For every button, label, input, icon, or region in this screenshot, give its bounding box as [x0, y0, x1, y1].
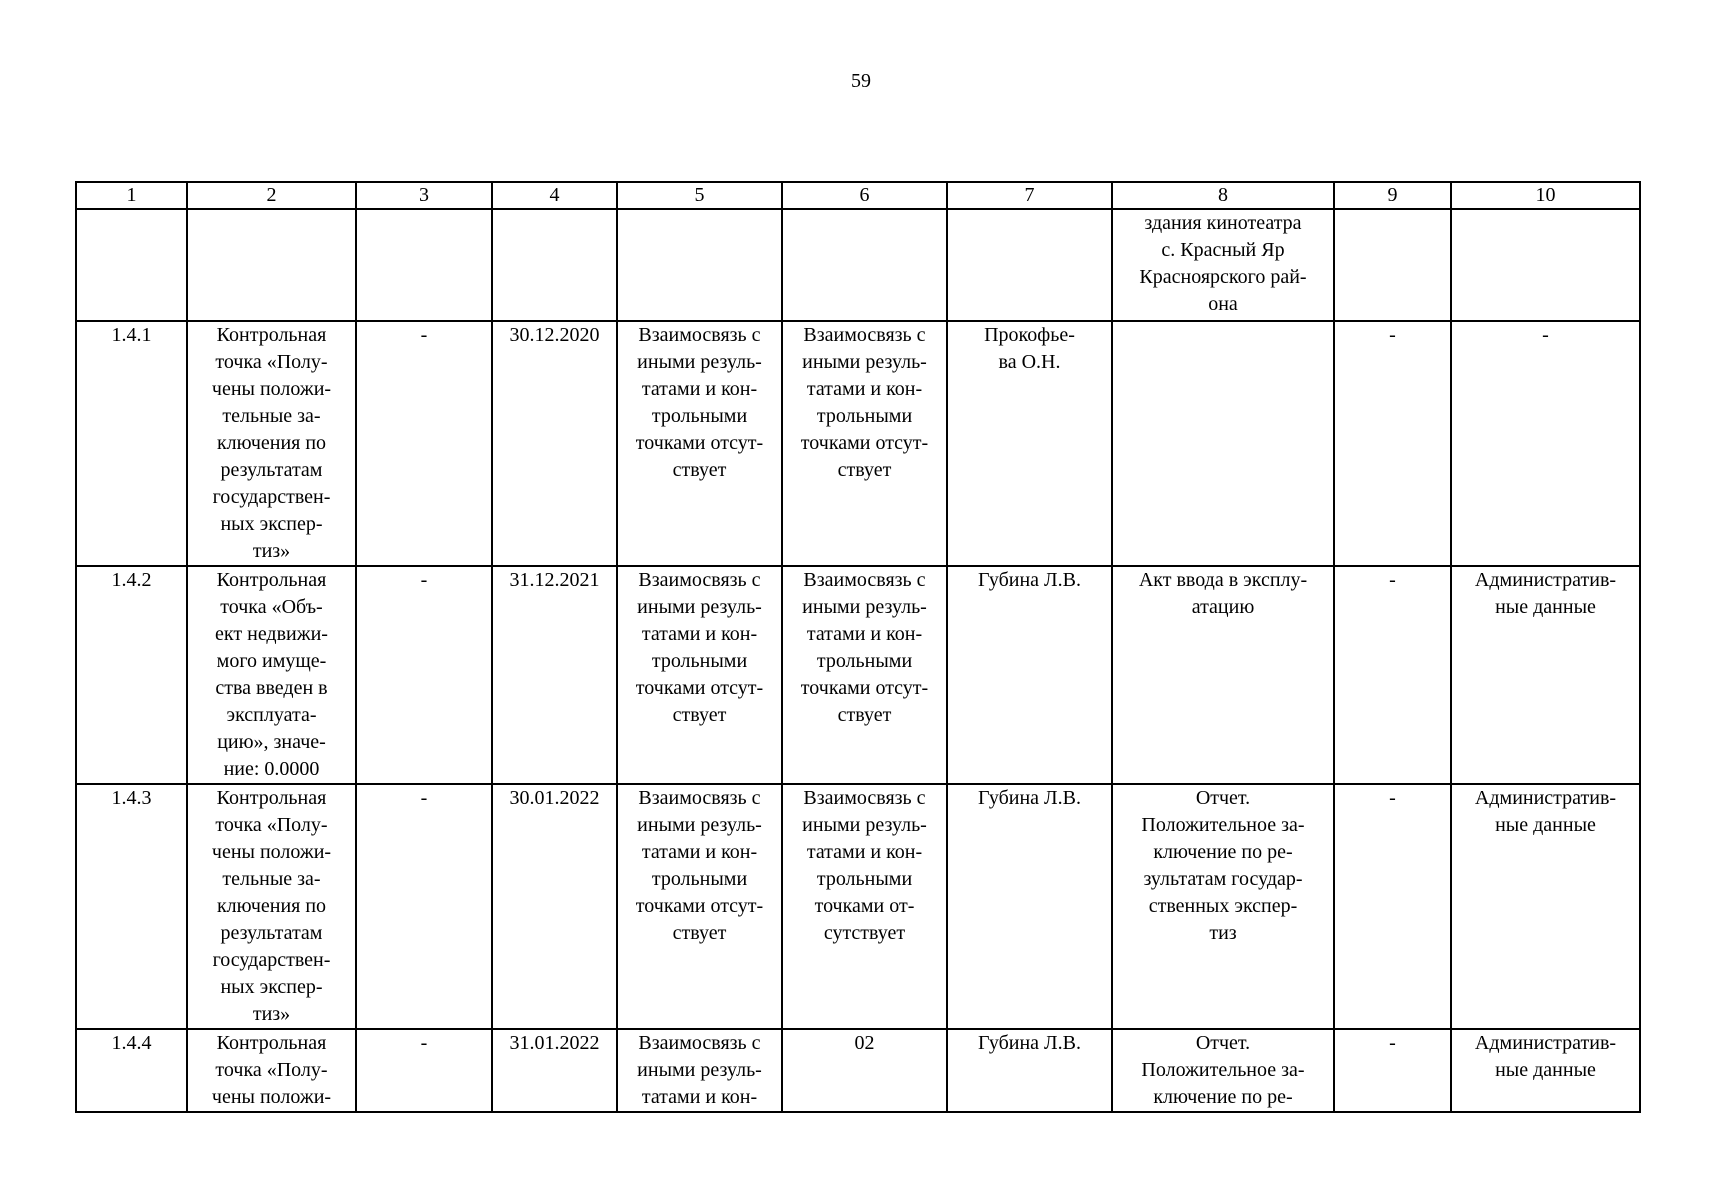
cell-col3: -	[356, 1029, 492, 1112]
column-number-9: 9	[1334, 182, 1451, 209]
cell-control-point-name: Контрольная точка «Полу- чены положи- тельные за- ключения по результатам государствен- ных экспер- тиз»	[187, 321, 356, 566]
table-row-continuation	[76, 209, 1640, 321]
cell-result-document: Отчет. Положительное за- ключение по ре- зультатам государ- ственных экспер- тиз	[1112, 784, 1334, 1029]
cell-empty	[492, 209, 617, 321]
cell-relation-prev: Взаимосвязь с иными резуль- татами и кон- трольными точками отсут- ствует	[617, 321, 782, 566]
cell-relation-prev: Взаимосвязь с иными резуль- татами и кон-	[617, 1029, 782, 1112]
control-points-table	[75, 181, 1641, 1113]
cell-col9: -	[1334, 784, 1451, 1029]
cell-result-document: Акт ввода в эксплу- атацию	[1112, 566, 1334, 784]
cell-empty	[782, 209, 947, 321]
column-number-4: 4	[492, 182, 617, 209]
table-row	[76, 566, 1640, 784]
column-number-3: 3	[356, 182, 492, 209]
cell-relation-next: Взаимосвязь с иными резуль- татами и кон- трольными точками отсут- ствует	[782, 321, 947, 566]
cell-number: 1.4.3	[76, 784, 187, 1029]
cell-result-document	[1112, 321, 1334, 566]
cell-date: 30.01.2022	[492, 784, 617, 1029]
cell-empty	[1451, 209, 1640, 321]
column-number-10: 10	[1451, 182, 1640, 209]
cell-date: 30.12.2020	[492, 321, 617, 566]
cell-date: 31.12.2021	[492, 566, 617, 784]
cell-col9: -	[1334, 566, 1451, 784]
column-number-7: 7	[947, 182, 1112, 209]
page-number: 59	[851, 70, 871, 92]
cell-empty	[356, 209, 492, 321]
table-row	[76, 1029, 1640, 1112]
cell-responsible: Прокофье- ва О.Н.	[947, 321, 1112, 566]
column-number-1: 1	[76, 182, 187, 209]
cell-relation-prev: Взаимосвязь с иными резуль- татами и кон- трольными точками отсут- ствует	[617, 784, 782, 1029]
cell-responsible: Губина Л.В.	[947, 566, 1112, 784]
cell-col9: -	[1334, 321, 1451, 566]
cell-control-point-name: Контрольная точка «Полу- чены положи-	[187, 1029, 356, 1112]
cell-col3: -	[356, 566, 492, 784]
cell-control-point-name: Контрольная точка «Полу- чены положи- тельные за- ключения по результатам государствен- ных экспер- тиз»	[187, 784, 356, 1029]
cell-responsible: Губина Л.В.	[947, 1029, 1112, 1112]
cell-col3: -	[356, 321, 492, 566]
column-number-8: 8	[1112, 182, 1334, 209]
cell-relation-next: Взаимосвязь с иными резуль- татами и кон- трольными точками от- сутствует	[782, 784, 947, 1029]
table-row	[76, 784, 1640, 1029]
table-header-row	[76, 182, 1640, 209]
cell-empty	[187, 209, 356, 321]
column-number-6: 6	[782, 182, 947, 209]
cell-info-system: Административ- ные данные	[1451, 566, 1640, 784]
cell-empty	[76, 209, 187, 321]
cell-number: 1.4.1	[76, 321, 187, 566]
cell-relation-next: 02	[782, 1029, 947, 1112]
cell-empty	[1334, 209, 1451, 321]
cell-number: 1.4.4	[76, 1029, 187, 1112]
cell-info-system: Административ- ные данные	[1451, 1029, 1640, 1112]
cell-relation-prev: Взаимосвязь с иными резуль- татами и кон- трольными точками отсут- ствует	[617, 566, 782, 784]
cell-result-document: здания кинотеатра с. Красный Яр Красноярского рай- она	[1112, 209, 1334, 321]
column-number-5: 5	[617, 182, 782, 209]
cell-col3: -	[356, 784, 492, 1029]
cell-empty	[617, 209, 782, 321]
cell-responsible: Губина Л.В.	[947, 784, 1112, 1029]
cell-number: 1.4.2	[76, 566, 187, 784]
cell-relation-next: Взаимосвязь с иными резуль- татами и кон- трольными точками отсут- ствует	[782, 566, 947, 784]
cell-empty	[947, 209, 1112, 321]
cell-info-system: -	[1451, 321, 1640, 566]
cell-date: 31.01.2022	[492, 1029, 617, 1112]
table-row	[76, 321, 1640, 566]
cell-info-system: Административ- ные данные	[1451, 784, 1640, 1029]
cell-control-point-name: Контрольная точка «Объ- ект недвижи- мого имуще- ства введен в эксплуата- цию», значе- ние: 0.0000	[187, 566, 356, 784]
column-number-2: 2	[187, 182, 356, 209]
cell-result-document: Отчет. Положительное за- ключение по ре-	[1112, 1029, 1334, 1112]
cell-col9: -	[1334, 1029, 1451, 1112]
